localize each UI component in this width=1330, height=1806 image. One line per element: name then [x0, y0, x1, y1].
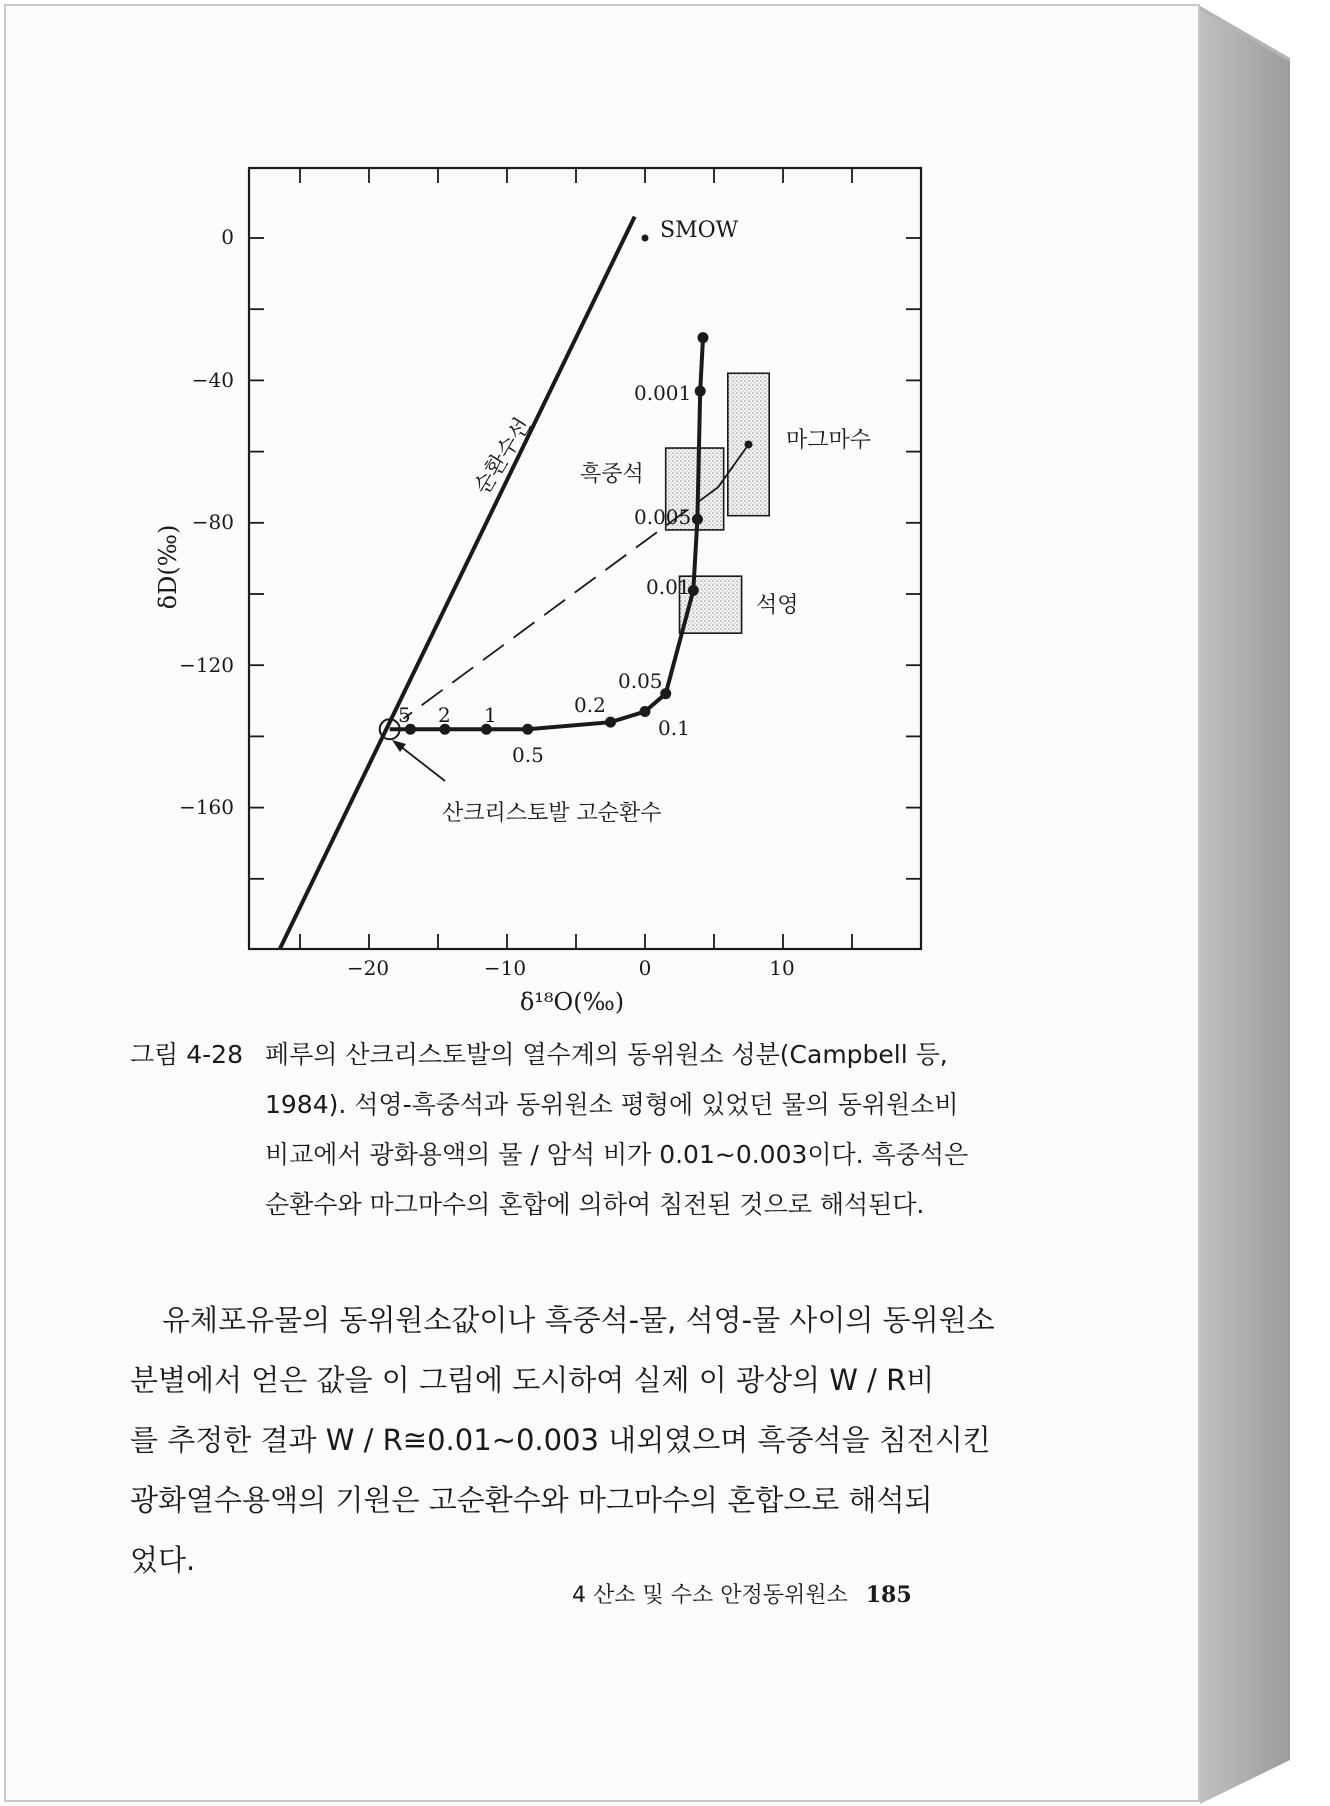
source-arrowhead	[392, 740, 406, 752]
curve-label-0001: 0.001	[634, 381, 692, 405]
curve-label-005: 0.05	[618, 669, 663, 693]
x-tick-label: 10	[769, 956, 795, 980]
x-tick-labels	[347, 956, 795, 980]
mixing-curve-point	[695, 386, 706, 397]
smow-point	[642, 235, 649, 242]
caption-line: 순환수와 마그마수의 혼합에 의하여 침전된 것으로 해석된다.	[265, 1190, 925, 1219]
y-tick-label: −160	[179, 795, 234, 819]
magmatic-water-point	[745, 440, 753, 448]
x-axis-label: δ¹⁸O(‰)	[519, 988, 625, 1016]
caption-line: 페루의 산크리스토발의 열수계의 동위원소 성분(Campbell 등,	[265, 1040, 948, 1069]
y-tick-labels	[179, 225, 234, 819]
curve-label-2: 2	[438, 703, 451, 727]
running-head: 4 산소 및 수소 안정동위원소	[572, 1583, 848, 1608]
curve-label-01: 0.1	[658, 716, 690, 740]
y-axis-label: δD(‰)	[154, 524, 182, 610]
curve-label-001: 0.01	[646, 575, 691, 599]
mixing-curve-point	[697, 332, 708, 343]
magmatic-label: 마그마수	[786, 428, 872, 453]
source-arrow	[400, 746, 445, 781]
x-tick-label: 0	[638, 956, 652, 980]
mixing-curve-point	[692, 514, 703, 525]
quartz-label: 석영	[756, 593, 799, 618]
mixing-curve-point	[640, 706, 651, 717]
body-line: 광화열수용액의 기원은 고순환수와 마그마수의 혼합으로 해석되	[130, 1483, 933, 1517]
mixing-curve-point	[605, 717, 616, 728]
body-line: 를 추정한 결과 W / R≅0.01~0.003 내외였으며 흑중석을 침전시킨	[130, 1423, 991, 1457]
y-tick-label: 0	[221, 225, 234, 249]
smow-label: SMOW	[660, 218, 739, 243]
y-tick-label: −120	[179, 653, 234, 677]
body-line: 유체포유물의 동위원소값이나 흑중석-물, 석영-물 사이의 동위원소	[162, 1303, 995, 1337]
caption-line: 1984). 석영-흑중석과 동위원소 평형에 있었던 물의 동위원소비	[265, 1090, 959, 1119]
figure-caption-label: 그림 4-28	[130, 1040, 243, 1069]
y-tick-label: −80	[191, 510, 234, 534]
curve-label-0005: 0.005	[634, 505, 692, 529]
axis-ticks	[249, 168, 921, 949]
body-paragraph	[130, 1290, 995, 1590]
curve-label-5: 5	[398, 703, 411, 727]
body-line: 분별에서 얻은 값을 이 그림에 도시하여 실제 이 광상의 W / R비	[130, 1363, 935, 1397]
y-tick-label: −40	[191, 368, 234, 392]
x-tick-label: −10	[483, 956, 527, 980]
x-tick-label: −20	[346, 956, 390, 980]
source-label: 산크리스토발 고순환수	[442, 801, 662, 826]
curve-label-02: 0.2	[574, 693, 606, 717]
book-side-shade	[1200, 6, 1290, 1804]
plot-frame	[249, 168, 921, 949]
page-footer	[572, 1578, 912, 1609]
mixing-curve-point	[522, 724, 533, 735]
wolframite-label: 흑중석	[580, 462, 644, 487]
page-number: 185	[865, 1582, 912, 1608]
meteoric-line-label: 순환수선	[469, 413, 537, 500]
curve-label-1: 1	[484, 703, 497, 727]
curve-label-05: 0.5	[512, 743, 544, 767]
figure-caption	[265, 1030, 970, 1230]
caption-line: 비교에서 광화용액의 물 / 암석 비가 0.01~0.003이다. 흑중석은	[265, 1140, 969, 1169]
meteoric-water-line	[279, 217, 634, 950]
body-line: 었다.	[130, 1543, 196, 1577]
